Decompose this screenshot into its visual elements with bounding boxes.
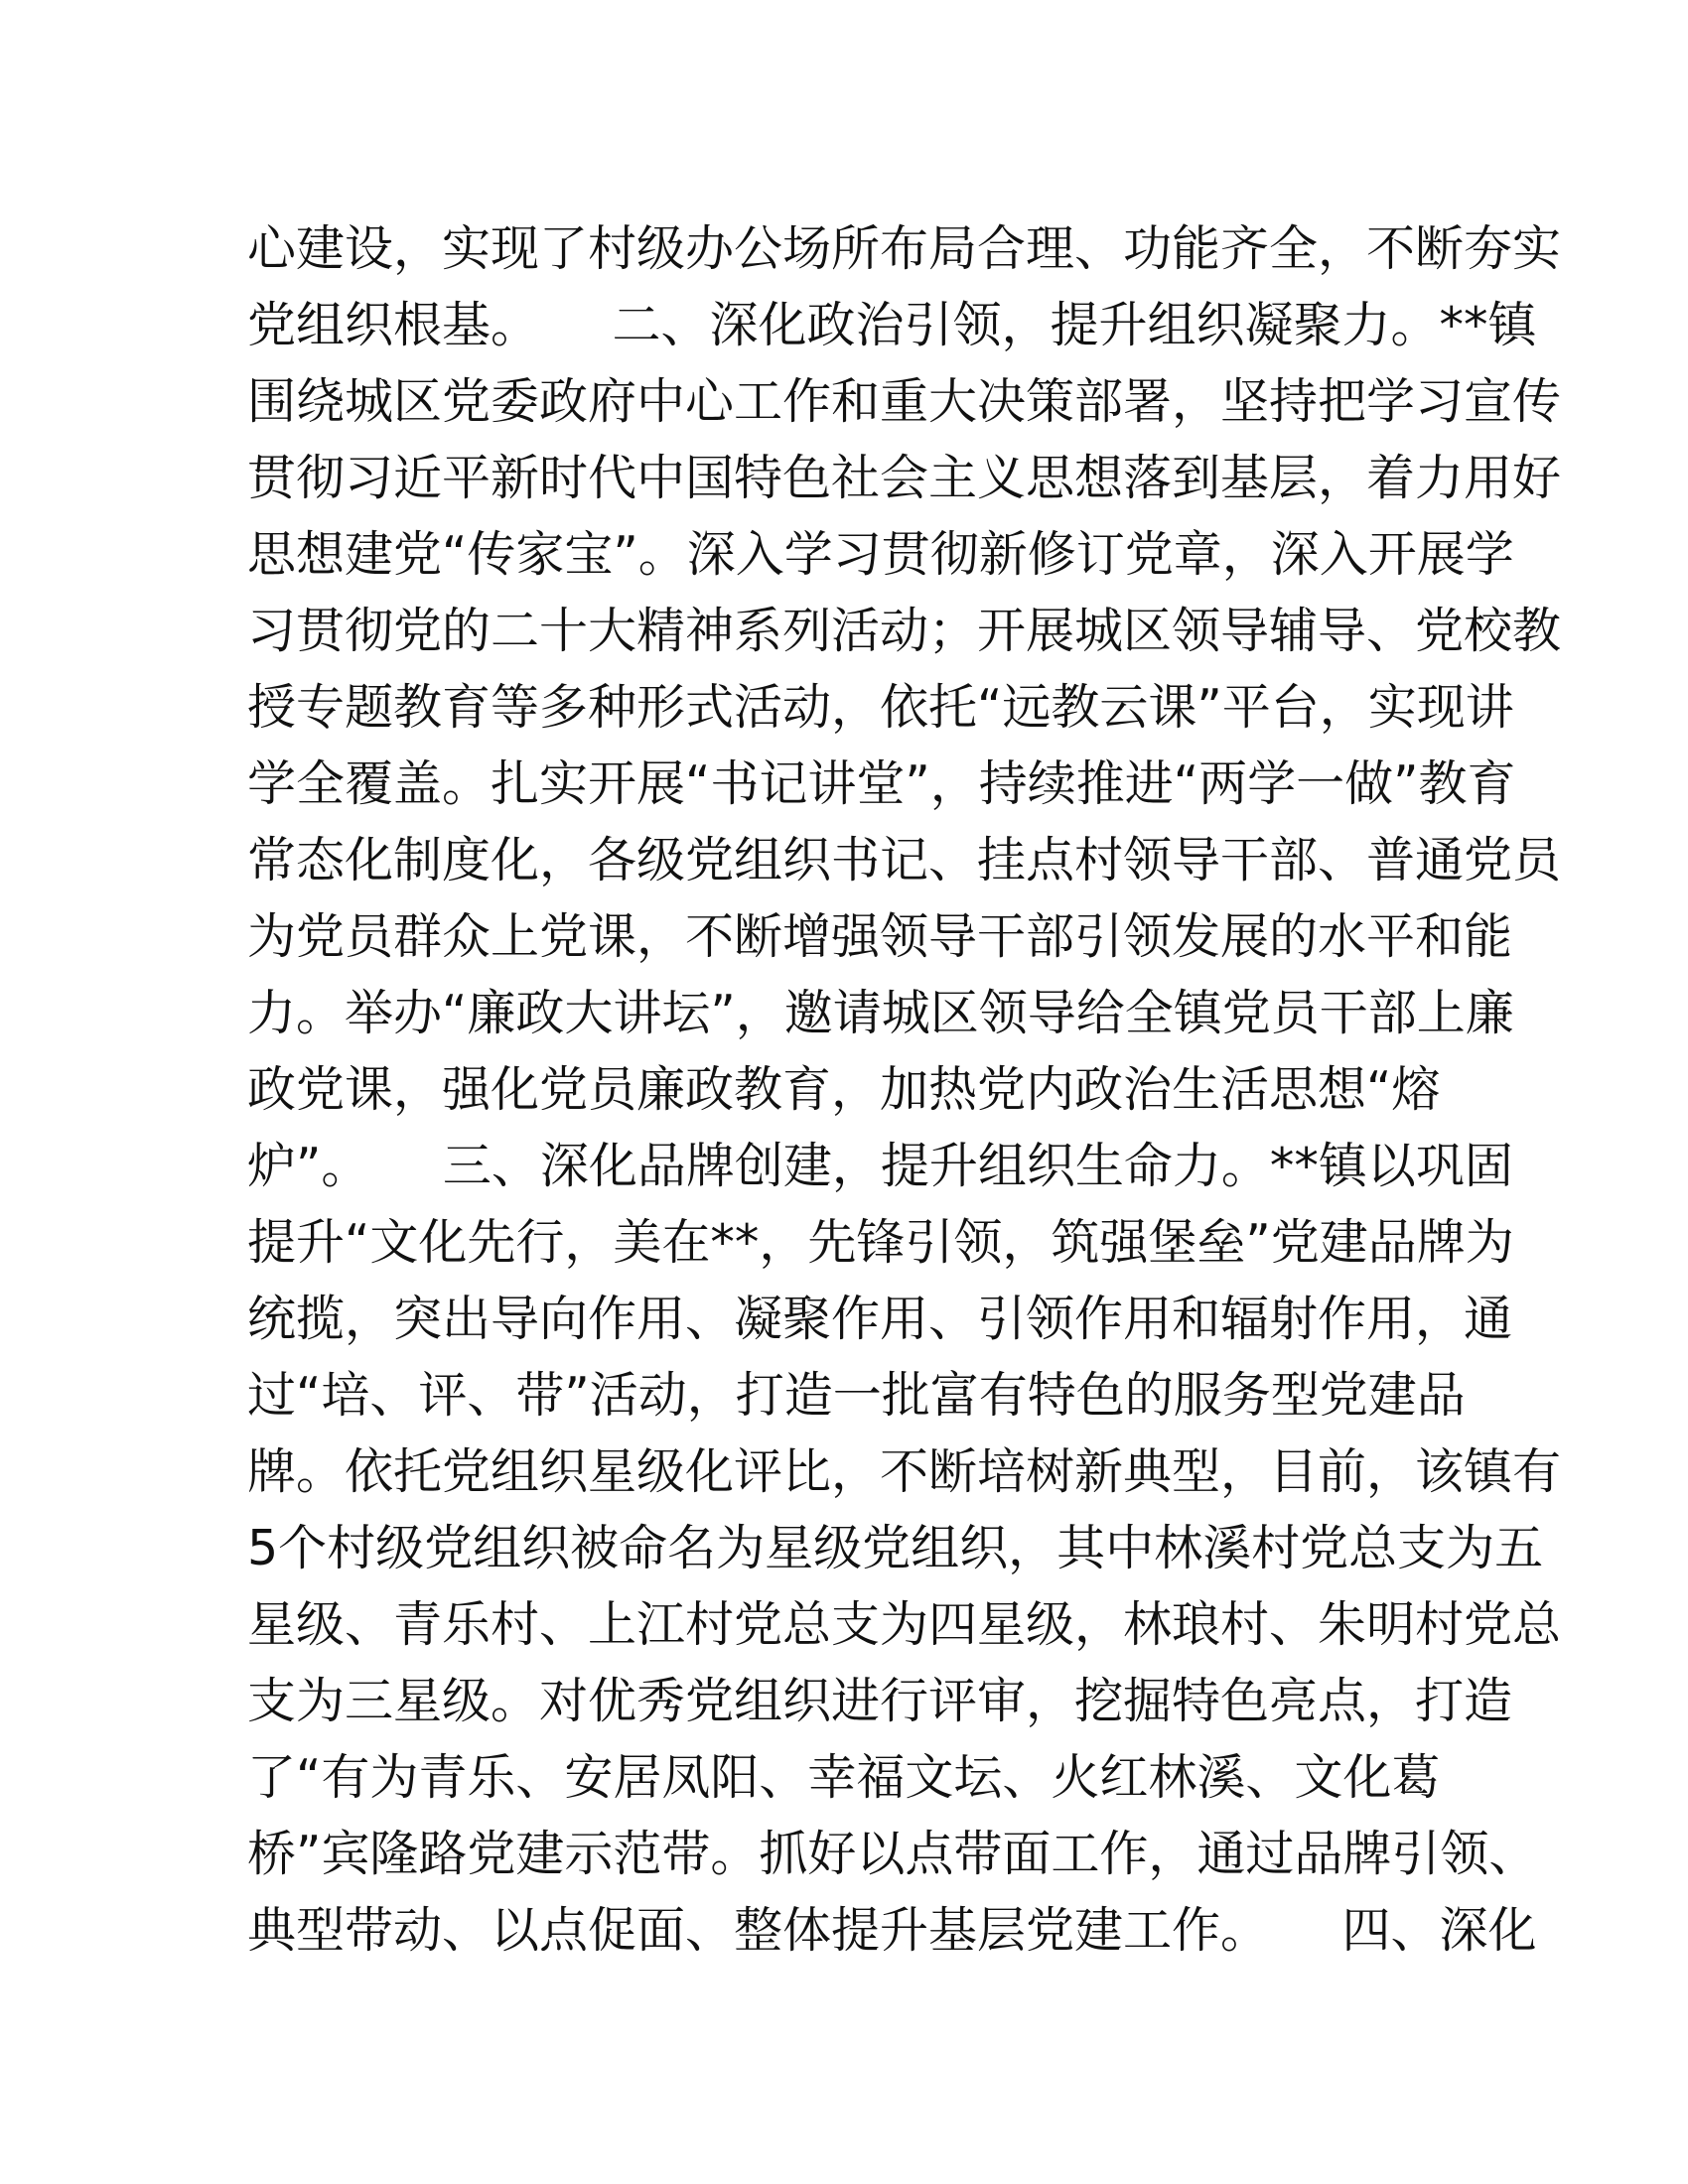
text-line: 统揽，突出导向作用、凝聚作用、引领作用和辐射作用，通 (247, 1291, 1513, 1347)
body-text (247, 210, 1562, 1969)
text-line: 支为三星级。对优秀党组织进行评审，挖掘特色亮点，打造 (247, 1673, 1513, 1729)
text-line: 心建设，实现了村级办公场所布局合理、功能齐全，不断夯实 (247, 220, 1562, 277)
text-line: 围绕城区党委政府中心工作和重大决策部署，坚持把学习宣传 (247, 373, 1562, 430)
text-line: 力。举办“廉政大讲坛”，邀请城区领导给全镇党员干部上廉 (247, 985, 1514, 1041)
text-line: 提升“文化先行，美在**，先锋引领，筑强堡垒”党建品牌为 (247, 1214, 1514, 1271)
text-line: 习贯彻党的二十大精神系列活动；开展城区领导辅导、党校教 (247, 603, 1562, 659)
text-line: 过“培、评、带”活动，打造一批富有特色的服务型党建品 (247, 1367, 1466, 1424)
text-line: 桥”宾隆路党建示范带。抓好以点带面工作，通过品牌引领、 (247, 1826, 1538, 1882)
text-line: 授专题教育等多种形式活动，依托“远教云课”平台，实现讲 (247, 679, 1514, 736)
text-line: 党组织根基。 二、深化政治引领，提升组织凝聚力。**镇 (247, 297, 1537, 353)
text-line: 了“有为青乐、安居凤阳、幸福文坛、火红林溪、文化葛 (247, 1749, 1441, 1806)
text-line: 典型带动、以点促面、整体提升基层党建工作。 四、深化 (247, 1902, 1537, 1959)
text-line: 为党员群众上党课，不断增强领导干部引领发展的水平和能 (247, 908, 1513, 965)
text-line: 学全覆盖。扎实开展“书记讲堂”，持续推进“两学一做”教育 (247, 755, 1516, 812)
text-line: 常态化制度化，各级党组织书记、挂点村领导干部、普通党员 (247, 832, 1562, 888)
text-line: 贯彻习近平新时代中国特色社会主义思想落到基层，着力用好 (247, 450, 1562, 506)
text-line: 政党课，强化党员廉政教育，加热党内政治生活思想“熔 (247, 1061, 1441, 1118)
text-line: 星级、青乐村、上江村党总支为四星级，林琅村、朱明村党总 (247, 1596, 1562, 1653)
text-line: 炉”。 三、深化品牌创建，提升组织生命力。**镇以巩固 (247, 1138, 1513, 1194)
text-line: 5个村级党组织被命名为星级党组织，其中林溪村党总支为五 (247, 1520, 1544, 1576)
text-line: 思想建党“传家宝”。深入学习贯彻新修订党章，深入开展学 (247, 526, 1514, 583)
text-line: 牌。依托党组织星级化评比，不断培树新典型，目前，该镇有 (247, 1443, 1562, 1500)
